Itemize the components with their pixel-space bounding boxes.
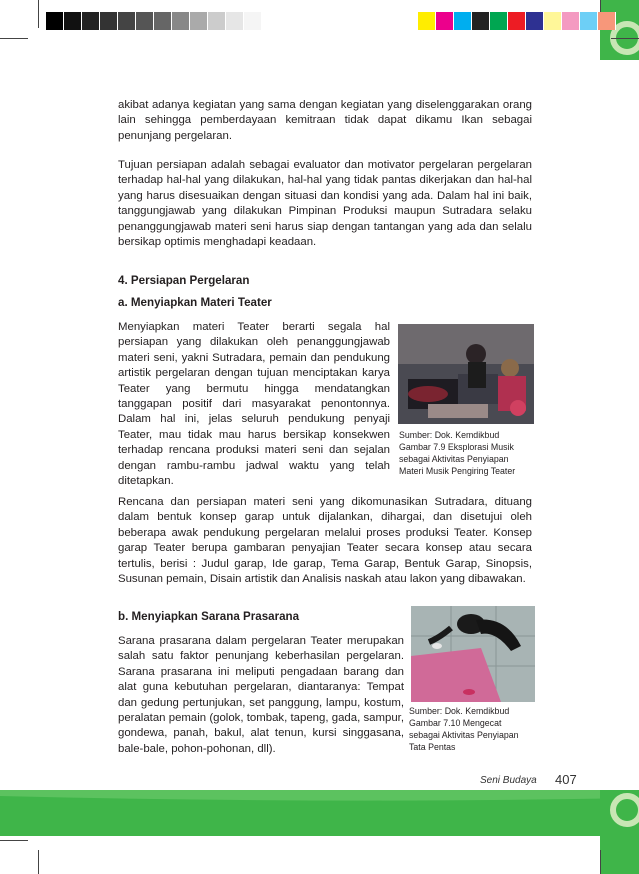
crop-mark	[0, 38, 28, 39]
figure-1-source: Sumber: Dok. Kemdikbud	[399, 430, 500, 440]
subsection-heading-a: a. Menyiapkan Materi Teater	[118, 296, 272, 309]
figure-2-caption-line-2: sebagai Aktivitas Penyiapan	[409, 730, 519, 740]
bottom-green-band	[0, 790, 639, 874]
paragraph-5: Sarana prasarana dalam pergelaran Teater merupakan salah satu faktor penunjang keberhasilan pergelaran. Sarana prasarana ini meliputi pengadaan barang dan alat guna kebutuhan pergelaran, diantaranya: Tempat dan gedung pertunjukan, set panggung, lampu, kostum, peralatan pemain (golok, tombak, tapeng, gada, sampur, gondewa, panah, bakul, alat tenun, kursi singgasana, bale-bale, pohon-pohonan, dll).	[118, 635, 404, 755]
paragraph-3: Menyiapkan materi Teater berarti segala hal persiapan yang dilakukan oleh penanggungjawab materi seni, yakni Sutradara, pemain dan pendukung artistik pergelaran dengan tujuan menciptakan karya Teater yang bermutu hingga mendatangkan tanggapan positif dari masyarakat penontonnya. Dalam hal ini, jelas seluruh pendukung penyaji Teater, mau tidak mau harus bersikap konsekwen terhadap rencana produksi materi seni dan sejalan dengan rambu-rambu jadwal waktu yang telah ditetapkan.	[118, 321, 390, 488]
top-green-border	[0, 0, 639, 60]
color-calibration-strip	[418, 12, 616, 30]
grayscale-calibration-strip	[46, 12, 262, 30]
paragraph-1: akibat adanya kegiatan yang sama dengan kegiatan yang diselenggarakan orang lain sehingga pemberdayaan kemitraan tidak dapat dikamu Ikan sebagai penunjang pergelaran.	[118, 99, 532, 142]
book-title: Seni Budaya	[480, 775, 537, 786]
crop-mark	[38, 0, 39, 28]
figure-2-source: Sumber: Dok. Kemdikbud	[409, 706, 510, 716]
figure-photo-painting-stage	[411, 606, 535, 702]
paragraph-4: Rencana dan persiapan materi seni yang dikomunasikan Sutradara, dituang dalam bentuk konsep garap untuk dijalankan, dihargai, dan disetujui oleh beberapa awak pendukung pergelaran melalui proses produksi Teater. Konsep garap Teater berupa gambaran penyajian Teater secara konsep atau secara tertulis, berisi : Judul garap, Ide garap, Tema Garap, Bentuk Garap, Sinopsis, Susunan pemain, Disain artistik dan Analisis naskah atau lakon yang dibawakan.	[118, 496, 532, 586]
figure-2-caption-line-1: Gambar 7.10 Mengecat	[409, 718, 502, 728]
section-heading-4: 4. Persiapan Pergelaran	[118, 274, 250, 287]
paragraph-2: Tujuan persiapan adalah sebagai evaluator dan motivator pergelaran pergelaran terhadap hal-hal yang dilakukan, hal-hal yang tidak pantas dikerjakan dan hal-hal yang harus disesuaikan dengan situasi dan kondisi yang ada. Dalam hal ini baik, tanggungjawab yang dilakukan Pimpinan Produksi maupun Sutradara selaku penanggungjawab materi seni harus siap dengan tantangan yang ada dan selalu bersikap optimis menghadapi keadaan.	[118, 159, 532, 249]
figure-1-caption-line-3: Materi Musik Pengiring Teater	[399, 466, 516, 476]
figure-1-caption-line-2: sebagai Aktivitas Penyiapan	[399, 454, 509, 464]
page-number: 407	[555, 772, 577, 787]
figure-photo-music-exploration	[398, 324, 534, 424]
subsection-heading-b: b. Menyiapkan Sarana Prasarana	[118, 610, 300, 623]
figure-2-caption-line-3: Tata Pentas	[409, 742, 456, 752]
figure-1-caption-line-1: Gambar 7.9 Eksplorasi Musik	[399, 442, 514, 452]
crop-mark	[611, 38, 639, 39]
